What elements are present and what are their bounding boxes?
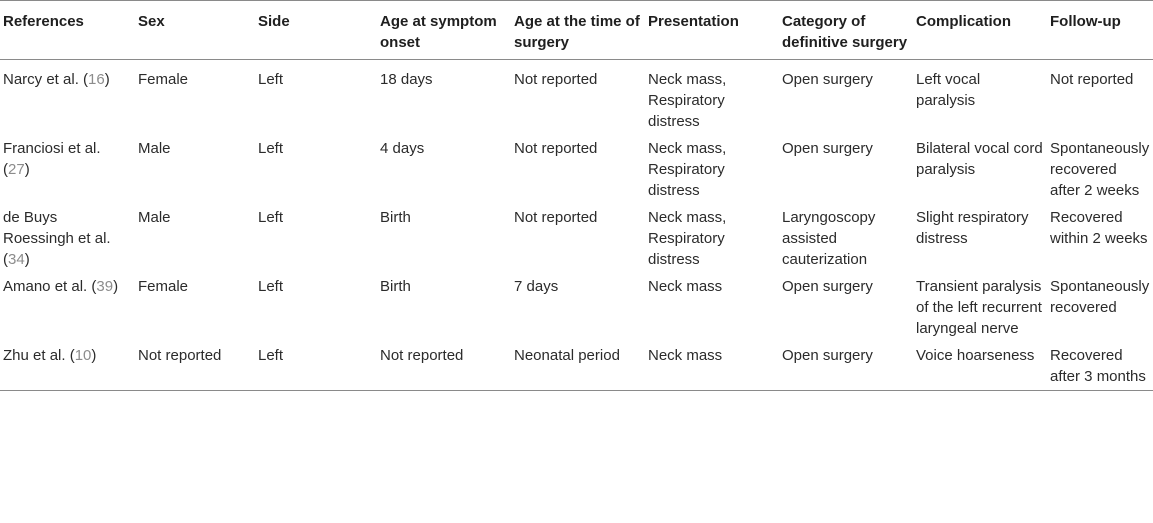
cell-side: Left [258,278,284,295]
reference-text: de Buys Roessingh et al. [3,209,111,247]
cell-age-onset: Not reported [380,347,464,364]
cell-reference: Narcy et al. (16) [3,71,110,88]
header-sex: Sex [138,13,165,30]
cell-side: Left [258,71,284,88]
cell-category: Open surgery [782,71,873,88]
cell-complication: Slight respiratory distress [916,209,1029,247]
reference-text: Amano et al. [3,278,88,295]
cell-reference: Zhu et al. (10) [3,347,97,364]
cell-age-surgery: Not reported [514,71,598,88]
citation-link[interactable]: 27 [8,161,25,178]
cell-presentation: Neck mass, Respiratory distress [648,209,727,268]
table-header [0,1,1153,60]
cell-side: Left [258,140,284,157]
cell-presentation: Neck mass, Respiratory distress [648,71,727,130]
cell-follow-up: Spontaneously recovered after 2 weeks [1050,140,1150,199]
reference-text: Zhu et al. [3,347,66,364]
cell-follow-up: Not reported [1050,71,1134,88]
header-category: Category of definitive surgery [782,13,908,51]
cell-follow-up: Spontaneously recovered [1050,278,1150,316]
cell-presentation: Neck mass, Respiratory distress [648,140,727,199]
reference-text: Franciosi et al. [3,140,101,157]
cell-category: Open surgery [782,347,873,364]
header-presentation: Presentation [648,13,739,30]
header-age-onset: Age at symptom onset [380,13,497,51]
cell-complication: Voice hoarseness [916,347,1035,364]
citation-link[interactable]: 34 [8,251,25,268]
cell-age-surgery: 7 days [514,278,559,295]
cell-age-onset: Birth [380,278,411,295]
header-follow-up: Follow-up [1050,13,1121,30]
cell-sex: Female [138,278,189,295]
cell-complication: Left vocal paralysis [916,71,981,109]
citation-link[interactable]: 10 [74,347,92,364]
cell-reference: Amano et al. (39) [3,278,119,295]
cell-follow-up: Recovered after 3 months [1050,347,1146,385]
table-row [0,273,1153,342]
cell-sex: Not reported [138,347,222,364]
table-body [0,60,1153,391]
header-row [0,1,1153,60]
cell-reference: Franciosi et al. (27) [3,140,101,178]
cell-category: Open surgery [782,140,873,157]
cell-age-surgery: Not reported [514,140,598,157]
header-age-surgery: Age at the time of surgery [514,13,640,51]
cell-reference: de Buys Roessingh et al. (34) [3,209,111,268]
cell-age-surgery: Not reported [514,209,598,226]
cell-presentation: Neck mass [648,347,723,364]
cell-side: Left [258,347,284,364]
cell-sex: Male [138,209,171,226]
cell-presentation: Neck mass [648,278,723,295]
citation-link[interactable]: 16 [88,71,105,88]
header-complication: Complication [916,13,1012,30]
cell-age-onset: 4 days [380,140,425,157]
cell-follow-up: Recovered within 2 weeks [1050,209,1148,247]
cell-category: Open surgery [782,278,873,295]
cell-age-onset: Birth [380,209,411,226]
cell-sex: Male [138,140,171,157]
cell-category: Laryngoscopy assisted cauterization [782,209,876,268]
table-row [0,135,1153,204]
cell-complication: Bilateral vocal cord paralysis [916,140,1043,178]
header-references: References [3,13,84,30]
cell-age-surgery: Neonatal period [514,347,620,364]
table-row [0,60,1153,136]
citation-link[interactable]: 39 [96,278,114,295]
cell-age-onset: 18 days [380,71,433,88]
header-side: Side [258,13,290,30]
cell-sex: Female [138,71,189,88]
cell-complication: Transient paralysis of the left recurrent laryngeal nerve [916,278,1042,337]
table-row [0,342,1153,391]
reference-text: Narcy et al. [3,71,79,88]
table-row [0,204,1153,273]
cell-side: Left [258,209,284,226]
